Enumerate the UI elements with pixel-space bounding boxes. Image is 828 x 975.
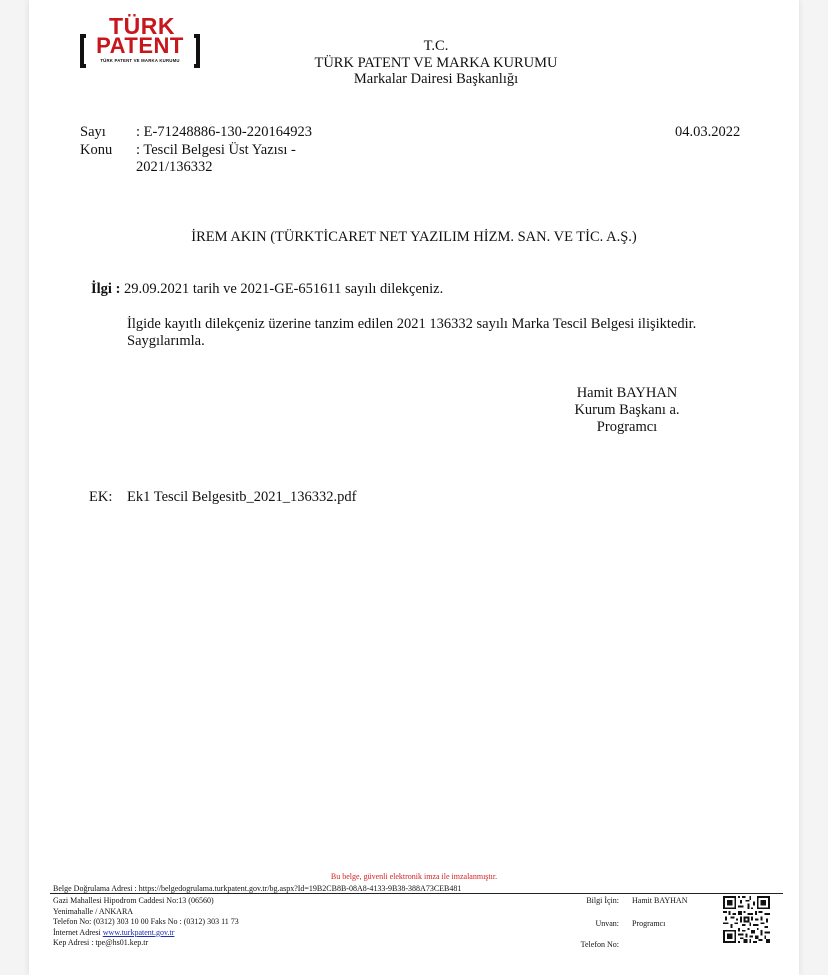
- footer-tel-label: Telefon No:: [580, 940, 619, 949]
- footer-web-link[interactable]: www.turkpatent.gov.tr: [102, 927, 175, 937]
- footer-address-1: Gazi Mahallesi Hipodrom Caddesi No:13 (06560): [53, 896, 214, 905]
- header-institution: TÜRK PATENT VE MARKA KURUMU: [314, 54, 558, 71]
- sayi-label: Sayı: [80, 124, 106, 140]
- e-signature-notice: Bu belge, güvenli elektronik imza ile imzalanmıştır.: [330, 872, 498, 881]
- footer-info-value: Hamit BAYHAN: [632, 896, 688, 905]
- verification-qr-code: [723, 896, 770, 943]
- footer-kep: Kep Adresi : tpe@hs01.kep.tr: [53, 938, 149, 947]
- recipient: İREM AKIN (TÜRKTİCARET NET YAZILIM HİZM. SAN. VE TİC. A.Ş.): [191, 229, 637, 245]
- body-paragraph: İlgide kayıtlı dilekçeniz üzerine tanzim edilen 2021 136332 sayılı Marka Tescil Belgesi ilişiktedir.: [127, 316, 697, 332]
- footer-address-2: Yenimahalle / ANKARA: [53, 906, 134, 916]
- footer-web: [53, 928, 239, 939]
- logo-right-bracket: [194, 34, 200, 68]
- footer-unvan-label: Unvan:: [595, 919, 619, 928]
- signer-name: Hamit BAYHAN: [576, 385, 678, 401]
- turk-patent-logo: [78, 14, 206, 74]
- document-header: [209, 38, 663, 88]
- verification-address: Belge Doğrulama Adresi : https://belgedogrulama.turkpatent.gov.tr/bg.aspx?Id=19B2CB8B-08A8-4133-9B38-388A73CEB481: [53, 884, 462, 893]
- header-tc: T.C.: [423, 38, 449, 54]
- header-department: Markalar Dairesi Başkanlığı: [353, 71, 519, 87]
- signer-title: Kurum Başkanı a.: [574, 402, 680, 418]
- document-page: [29, 0, 799, 975]
- konu-value-line1: : Tescil Belgesi Üst Yazısı -: [136, 142, 296, 158]
- footer-phone: Telefon No: (0312) 303 10 00 Faks No : (0312) 303 11 73: [53, 917, 239, 926]
- footer-web-label: İnternet Adresi: [53, 927, 101, 937]
- ilgi-line: [91, 281, 443, 298]
- footer-info-label: Bilgi İçin:: [586, 896, 619, 905]
- ilgi-text: 29.09.2021 tarih ve 2021-GE-651611 sayılı dilekçeniz.: [124, 281, 444, 297]
- logo-bracket-box: [80, 34, 200, 68]
- signer-role: Programcı: [596, 419, 658, 435]
- konu-label: Konu: [80, 142, 113, 158]
- logo-text-turk: TÜRK: [109, 13, 175, 39]
- body-closing: Saygılarımla.: [127, 333, 205, 349]
- attachment-file: Ek1 Tescil Belgesitb_2021_136332.pdf: [127, 489, 357, 505]
- logo-tagline: TÜRK PATENT VE MARKA KURUMU: [100, 58, 180, 63]
- footer-divider: [50, 893, 783, 894]
- ilgi-label: İlgi :: [91, 281, 121, 297]
- konu-value-line2: 2021/136332: [136, 159, 213, 175]
- footer-contact: [53, 896, 239, 949]
- document-date: 04.03.2022: [675, 124, 741, 140]
- attachment-label: EK:: [89, 489, 113, 505]
- sayi-value: : E-71248886-130-220164923: [136, 124, 312, 140]
- footer-unvan-value: Programcı: [632, 919, 666, 928]
- signature-block: [549, 385, 705, 436]
- logo-text-patent: PATENT: [96, 33, 184, 58]
